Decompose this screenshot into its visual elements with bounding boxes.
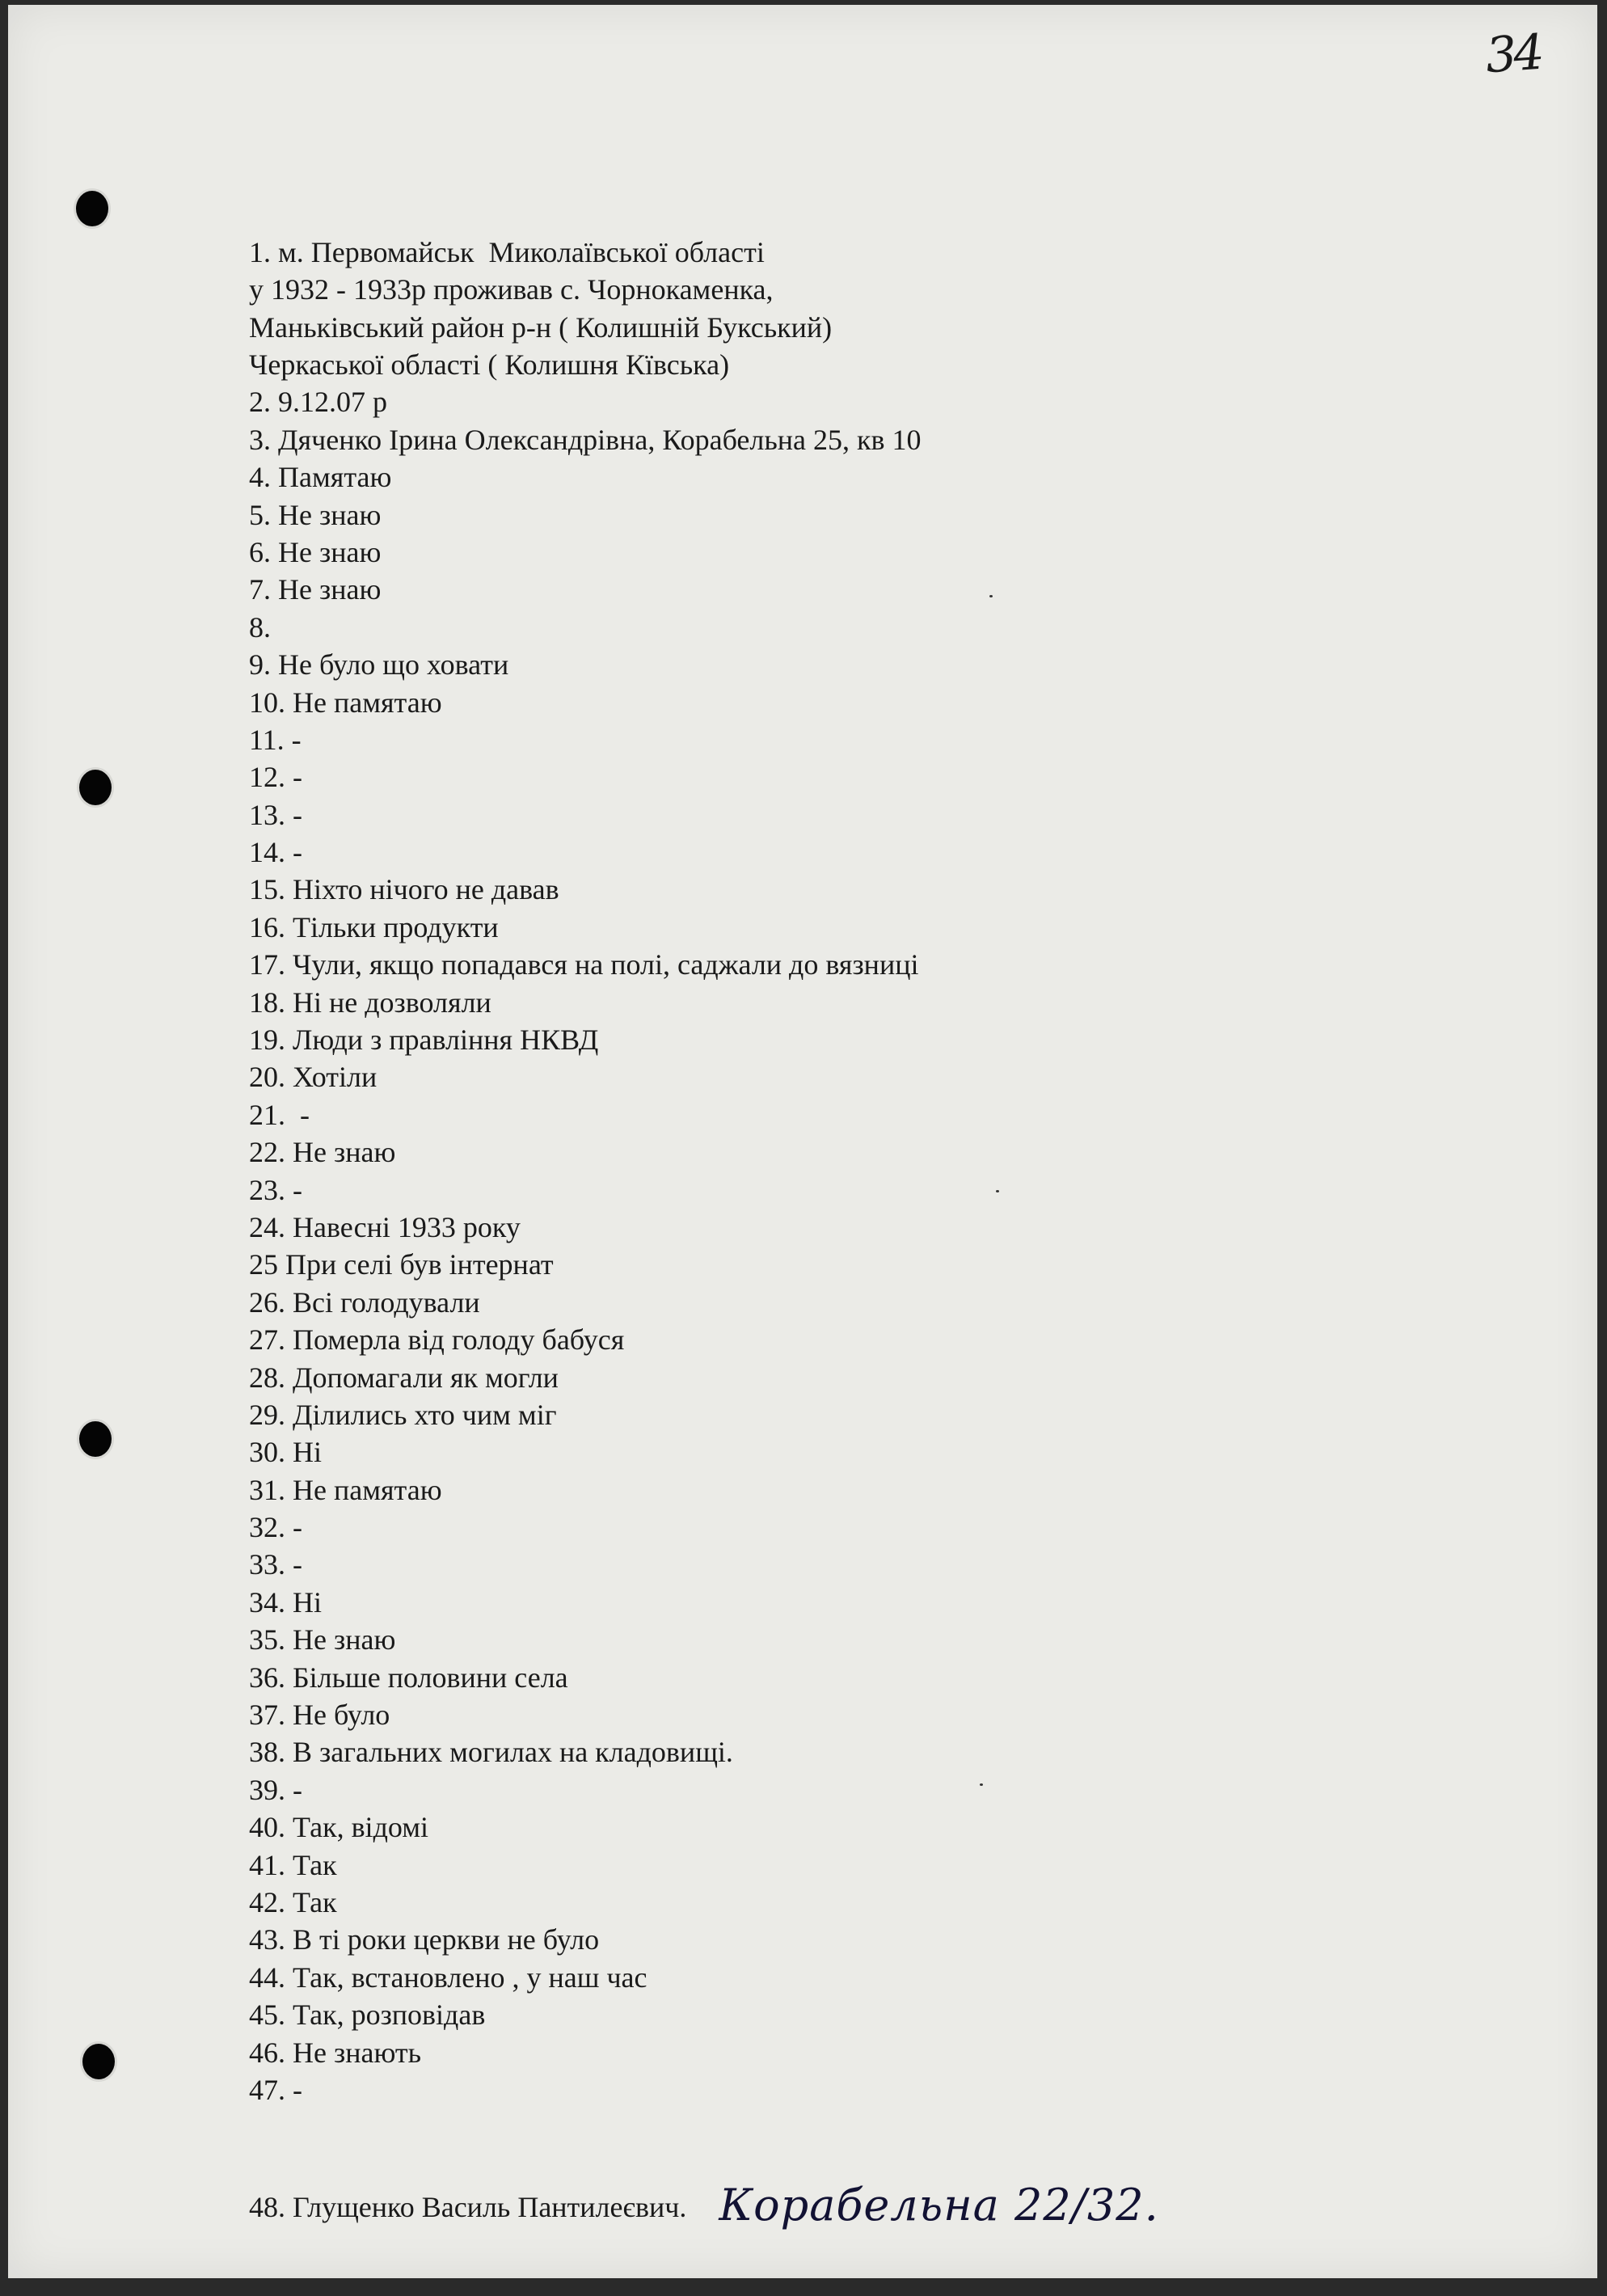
answer-line: 6. Не знаю bbox=[249, 535, 382, 568]
answer-line: 30. Ні bbox=[249, 1436, 322, 1469]
answer-line: 26. Всі голодували bbox=[249, 1285, 480, 1319]
answer-line: 5. Не знаю bbox=[249, 498, 382, 531]
document-page bbox=[8, 5, 1597, 2278]
answer-line: 41. Так bbox=[249, 1848, 337, 1881]
answer-line: 37. Не було bbox=[249, 1699, 390, 1732]
answers-text-block bbox=[249, 158, 1159, 2296]
answer-lines bbox=[249, 234, 1159, 2109]
answer-line: 32. - bbox=[249, 1511, 302, 1544]
answer-line: 1. м. Первомайськ Миколаївської області bbox=[249, 235, 765, 268]
answer-line: 2. 9.12.07 р bbox=[249, 386, 387, 419]
answer-line: 14. - bbox=[249, 836, 302, 869]
answer-line: 16. Тільки продукти bbox=[249, 910, 499, 943]
final-answer-text: 48. Глущенко Василь Пантилеєвич. bbox=[249, 2191, 687, 2224]
answer-line: 46. Не знають bbox=[249, 2036, 422, 2069]
answer-line: 24. Навесні 1933 року bbox=[249, 1210, 521, 1243]
punch-hole bbox=[79, 770, 112, 805]
answer-line: 13. - bbox=[249, 798, 302, 831]
answer-line: 28. Допомагали як могли bbox=[249, 1361, 559, 1394]
answer-line: 22. Не знаю bbox=[249, 1136, 396, 1169]
answer-line: 33. - bbox=[249, 1548, 302, 1581]
answer-line: 47. - bbox=[249, 2073, 302, 2106]
answer-line: 34. Ні bbox=[249, 1585, 322, 1619]
answer-line: 8. bbox=[249, 610, 271, 644]
answer-line: 35. Не знаю bbox=[249, 1623, 396, 1657]
answer-line: 11. - bbox=[249, 723, 302, 756]
final-answer-line bbox=[249, 2180, 1159, 2231]
answer-line: Черкаської області ( Колишня Кївська) bbox=[249, 348, 730, 381]
answer-line: Маньківський район р-н ( Колишній Букський) bbox=[249, 310, 833, 344]
answer-line: у 1932 - 1933р проживав с. Чорнокаменка, bbox=[249, 273, 774, 306]
answer-line: 15. Ніхто нічого не давав bbox=[249, 873, 559, 906]
answer-line: 7. Не знаю bbox=[249, 573, 382, 606]
answer-line: 21. - bbox=[249, 1098, 310, 1131]
answer-line: 10. Не памятаю bbox=[249, 686, 442, 719]
answer-line: 3. Дяченко Ірина Олександрівна, Корабельна 25, кв 10 bbox=[249, 423, 922, 456]
answer-line: 43. В ті роки церкви не було bbox=[249, 1923, 600, 1956]
handwritten-page-number: 34 bbox=[1483, 23, 1543, 85]
answer-line: 27. Померла від голоду бабуся bbox=[249, 1323, 625, 1357]
answer-line: 40. Так, відомі bbox=[249, 1811, 428, 1844]
answer-line: 25 При селі був інтернат bbox=[249, 1248, 554, 1281]
answer-line: 23. - bbox=[249, 1173, 302, 1206]
punch-hole bbox=[82, 2044, 115, 2079]
answer-line: 42. Так bbox=[249, 1886, 337, 1918]
answer-line: 9. Не було що ховати bbox=[249, 648, 509, 682]
answer-line: 39. - bbox=[249, 1773, 302, 1806]
answer-line: 45. Так, розповідав bbox=[249, 1998, 486, 2032]
answer-line: 29. Ділились хто чим міг bbox=[249, 1398, 557, 1431]
punch-hole bbox=[76, 191, 108, 226]
answer-line: 19. Люди з правління НКВД bbox=[249, 1023, 599, 1057]
punch-hole bbox=[79, 1421, 112, 1457]
handwritten-address-note: Корабельна 22/32. bbox=[719, 2180, 1159, 2231]
answer-line: 38. В загальних могилах на кладовищі. bbox=[249, 1736, 733, 1769]
answer-line: 44. Так, встановлено , у наш час bbox=[249, 1960, 647, 1994]
answer-line: 18. Ні не дозволяли bbox=[249, 986, 491, 1019]
answer-line: 17. Чули, якщо попадався на полі, саджали до вязниці bbox=[249, 948, 919, 981]
answer-line: 36. Більше половини села bbox=[249, 1661, 568, 1694]
answer-line: 4. Памятаю bbox=[249, 461, 392, 494]
answer-line: 31. Не памятаю bbox=[249, 1473, 442, 1506]
answer-line: 20. Хотіли bbox=[249, 1061, 377, 1094]
answer-line: 12. - bbox=[249, 761, 302, 794]
